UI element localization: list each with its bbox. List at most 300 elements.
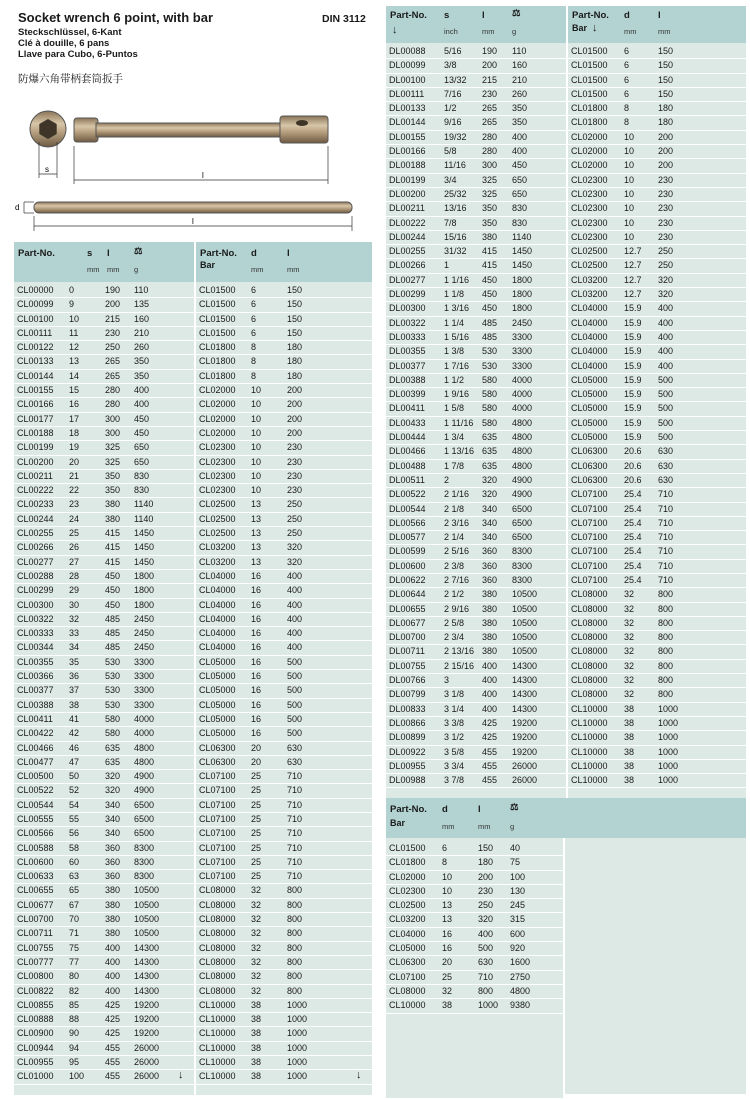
table-cell: 3300 [512,360,533,371]
table-cell: 635 [482,446,498,457]
table-cell: 32 [624,589,635,600]
table-cell: 10 [251,399,262,410]
table-row [14,985,194,999]
table-cell: 5/16 [444,46,462,56]
table-cell: 265 [105,370,121,381]
table-row [14,727,194,741]
weight-icon: ⚖ [510,802,519,813]
table-cell: 135 [134,299,150,310]
table-cell: CL00277 [17,556,54,567]
table-cell: 215 [482,74,498,85]
table-cell: 32 [624,632,635,643]
table-cell: 230 [658,174,674,185]
table-row [14,613,194,627]
table-cell: 200 [478,871,494,882]
table-cell: 400 [134,399,150,410]
table-cell: 16 [442,928,453,939]
table-cell: 7/16 [444,88,462,99]
title-es: Llave para Cubo, 6-Puntos [18,49,138,60]
table-cell: 350 [482,203,498,214]
table-cell: CL05000 [571,432,608,443]
table-cell: 800 [287,971,303,982]
table-cell: CL00888 [17,1014,54,1025]
table-cell: 3300 [512,346,533,357]
table-row [568,474,746,488]
table-cell: 455 [105,1071,121,1082]
table-cell: DL00277 [389,274,426,285]
table-cell: CL02000 [199,427,236,438]
table-cell: 920 [510,943,526,954]
table-cell: 360 [482,560,498,571]
table-cell: CL00466 [17,742,54,753]
table-row [386,288,566,302]
table-row [14,584,194,598]
table-row [386,717,566,731]
table-cell: 19200 [512,717,538,728]
unit-l: mm [478,822,491,831]
table-cell: 450 [105,599,121,610]
table-cell: 450 [105,570,121,581]
table-cell: CL10000 [199,1014,236,1025]
table-row [386,956,563,970]
table-cell: CL04000 [199,628,236,639]
table-cell: DL00899 [389,732,426,743]
table-cell: 8 [251,342,257,353]
table-row [386,116,566,130]
table-cell: 38 [624,732,635,743]
table-cell: 1000 [287,1014,308,1025]
table-cell: CL10000 [389,1000,426,1011]
table-row [14,956,194,970]
dim-s-label: s [45,165,49,174]
table-cell: 5/8 [444,146,457,157]
table-row [386,231,566,245]
table-cell: 500 [287,699,303,710]
table-cell: 450 [134,427,150,438]
table-cell: 450 [482,289,498,300]
table-cell: 710 [287,771,303,782]
table-cell: DL00199 [389,174,426,185]
table-cell: 350 [105,485,121,496]
table-cell: 6500 [512,532,533,543]
table-cell: 6 [442,843,448,853]
table-cell: 13/32 [444,74,467,85]
table-row [14,670,194,684]
table-row [568,645,746,659]
table-cell: 10500 [512,589,538,600]
col-part-no: Part-No. [390,10,427,21]
table-cell: CL00855 [17,999,54,1010]
table-row [568,174,746,188]
unit-l: mm [482,27,495,36]
table-cell: CL02000 [199,413,236,424]
table-cell: 1 3/8 [444,346,465,357]
table-cell: 500 [287,671,303,682]
table-cell: 230 [105,327,121,338]
table-cell: 1 1/8 [444,289,465,300]
table-cell: 32 [442,985,453,996]
col-s: s [87,248,93,259]
table-row [386,588,566,602]
table-cell: 340 [105,799,121,810]
table-cell: 10 [624,131,635,142]
table-cell: 82 [69,985,80,996]
table-cell: 3 1/4 [444,703,465,714]
table-cell: 26000 [134,1071,160,1082]
table-row [568,288,746,302]
table-cell: CL07100 [199,785,236,796]
table-cell: CL02300 [571,231,608,242]
table-cell: 320 [105,771,121,782]
table-cell: CL00366 [17,671,54,682]
table-cell: 1800 [512,274,533,285]
table-cell: 26000 [134,1057,160,1068]
table-cell: 55 [69,813,80,824]
table-cell: 3300 [134,656,155,667]
bar-drawing [34,202,352,213]
table-cell: 500 [658,374,674,385]
table-cell: CL08000 [199,899,236,910]
table-cell: 10500 [512,603,538,614]
table-cell: 800 [658,589,674,600]
col-s: s [444,10,450,21]
table-cell: 34 [69,642,80,653]
table-cell: 25.4 [624,503,642,514]
table-cell: 54 [69,799,80,810]
table-cell: 250 [287,499,303,510]
table-cell: CL07100 [571,574,608,585]
table-cell: DL00566 [389,517,426,528]
table-cell: 35 [69,656,80,667]
table-cell: 2 5/8 [444,617,465,628]
table-cell: 400 [482,689,498,700]
table-cell: 340 [105,828,121,839]
table-cell: 265 [482,103,498,114]
table-cell: 1 1/2 [444,374,465,385]
table-cell: 20 [69,456,80,467]
table-cell: 180 [478,857,494,868]
table-cell: 4900 [134,785,155,796]
table-cell: 6 [251,285,257,295]
table-cell: 455 [105,1057,121,1068]
table-row [386,274,566,288]
socket-head-left [74,118,98,142]
table-cell: CL00500 [17,771,54,782]
table-cell: 1000 [287,1071,308,1082]
table-row [386,645,566,659]
table-cell: DL00644 [389,589,426,600]
table-cell: 25 [442,971,453,982]
table-row [568,116,746,130]
table-cell: 6 [624,46,630,56]
table-cell: CL08000 [571,675,608,686]
table-row [568,545,746,559]
table-cell: 10 [251,385,262,396]
table-cell: 13/16 [444,203,467,214]
table-cell: 800 [658,646,674,657]
table-cell: 200 [287,427,303,438]
table-cell: 38 [624,775,635,786]
table-cell: 10 [251,456,262,467]
table-cell: 340 [482,503,498,514]
table-cell: CL08000 [571,617,608,628]
table-row [196,799,372,813]
table-cell: 580 [105,713,121,724]
table-cell: 320 [287,556,303,567]
table-cell: 800 [287,899,303,910]
table-row [14,627,194,641]
table-body [568,43,746,798]
table-cell: 6 [251,327,257,338]
table-cell: 380 [105,499,121,510]
table-row [196,599,372,613]
table-cell: 230 [287,485,303,496]
table-cell: 95 [69,1057,80,1068]
table-row [14,541,194,555]
table-cell: CL02500 [571,246,608,257]
table-cell: 42 [69,728,80,739]
table-cell: DL00866 [389,717,426,728]
table-row [568,245,746,259]
table-row [568,688,746,702]
table-cell: 380 [105,914,121,925]
standard-label: DIN 3112 [322,13,366,25]
table-cell: 400 [134,385,150,396]
table-cell: 350 [134,370,150,381]
weight-icon: ⚖ [512,8,521,19]
table-row [14,799,194,813]
table-cell: CL00133 [17,356,54,367]
table-cell: 10500 [134,899,160,910]
table-cell: 4900 [134,771,155,782]
table-row [568,217,746,231]
table-cell: CL08000 [389,985,426,996]
table-cell: CL00288 [17,570,54,581]
table-cell: 25 [251,785,262,796]
table-cell: CL02300 [571,174,608,185]
table-cell: 400 [482,703,498,714]
table-cell: 1 11/16 [444,417,474,428]
table-cell: CL05000 [199,713,236,724]
table-cell: 635 [105,756,121,767]
table-row [196,784,372,798]
table-row [196,727,372,741]
table-row [568,617,746,631]
table-cell: 3300 [134,685,155,696]
table-cell: 25.4 [624,517,642,528]
table-row [14,298,194,312]
table-cell: CL02300 [199,485,236,496]
table-row [196,1070,372,1084]
table-cell: 63 [69,871,80,882]
col-part-no: Part-No. [18,248,55,259]
table-cell: CL10000 [571,760,608,771]
table-cell: 16 [251,656,262,667]
table-row [386,45,566,59]
table-cell: CL01500 [571,46,608,56]
table-cell: 635 [482,460,498,471]
table-cell: 11/16 [444,160,466,171]
table-cell: CL05000 [199,656,236,667]
table-cell: 10 [624,231,635,242]
table-cell: DL00166 [389,146,426,157]
table-cell: 400 [287,613,303,624]
table-cell: 400 [658,317,674,328]
table-cell: CL02300 [199,470,236,481]
table-bars-inch [568,6,746,798]
table-row [196,484,372,498]
table-cell: 6500 [134,799,155,810]
table-cell: 580 [482,403,498,414]
table-cell: 1000 [287,999,308,1010]
table-cell: DL00099 [389,60,426,71]
table-row [386,174,566,188]
table-cell: 25 [251,856,262,867]
col-part-no: Part-No. [572,10,609,21]
table-cell: 15.9 [624,432,642,443]
table-cell: 10 [69,313,80,324]
table-cell: 6 [624,60,630,71]
table-row [386,417,566,431]
table-cell: 320 [482,489,498,500]
table-bars-metric [196,242,372,1095]
table-row [14,498,194,512]
table-cell: 500 [287,728,303,739]
table-row [196,584,372,598]
table-cell: CL00755 [17,942,54,953]
table-cell: 9 [69,299,75,310]
table-cell: 450 [482,274,498,285]
table-cell: CL00199 [17,442,54,453]
table-cell: 26000 [512,775,538,786]
table-cell: 15.9 [624,303,642,314]
table-cell: 3/4 [444,174,457,185]
table-cell: 38 [624,703,635,714]
table-row [196,313,372,327]
table-cell: 180 [287,342,303,353]
table-cell: 530 [482,346,498,357]
table-row [568,131,746,145]
table-cell: CL02300 [199,456,236,467]
table-cell: 400 [482,675,498,686]
weight-icon: ⚖ [134,246,143,257]
table-row [568,188,746,202]
table-cell: CL00777 [17,956,54,967]
table-row [568,345,746,359]
table-cell: CL01500 [199,285,236,295]
table-row [196,942,372,956]
table-cell: 635 [105,742,121,753]
table-cell: CL00588 [17,842,54,853]
table-cell: 1450 [134,528,155,539]
table-cell: 11 [69,327,79,338]
table-cell: 8300 [512,546,533,557]
table-row [386,59,566,73]
table-cell: 380 [482,231,498,242]
table-cell: 230 [287,442,303,453]
table-cell: CL00477 [17,756,54,767]
table-cell: 19200 [134,1014,160,1025]
table-row [14,870,194,884]
table-row [14,656,194,670]
table-cell: DL00522 [389,489,426,500]
table-cell: 1 5/16 [444,331,470,342]
table-row [568,746,746,760]
col-bar: Bar [200,260,216,270]
table-cell: 2 1/8 [444,503,465,514]
table-cell: 710 [287,813,303,824]
table-cell: CL00122 [17,342,54,353]
table-row [386,217,566,231]
unit-d: mm [442,822,455,831]
table-cell: 400 [287,642,303,653]
table-cell: 340 [482,517,498,528]
table-cell: 1 5/8 [444,403,465,414]
table-cell: 650 [134,442,150,453]
table-row [14,856,194,870]
table-cell: CL03200 [571,289,608,300]
table-row [386,674,566,688]
table-row [196,370,372,384]
table-cell: 13 [251,528,262,539]
table-cell: 10 [251,442,262,453]
table-cell: 1800 [512,303,533,314]
table-cell: CL10000 [199,1057,236,1068]
table-cell: 245 [510,900,526,911]
table-row [14,370,194,384]
arrow-down-icon: ↓ [178,1069,184,1082]
wrench-shaft [96,123,282,137]
table-row [196,999,372,1013]
table-cell: 15.9 [624,331,642,342]
table-cell: 25.4 [624,560,642,571]
table-cell: 38 [624,717,635,728]
table-row [196,827,372,841]
table-row [14,770,194,784]
table-cell: CL10000 [199,1028,236,1039]
table-cell: 350 [482,217,498,228]
table-cell: CL10000 [199,999,236,1010]
table-cell: 3300 [134,671,155,682]
table-cell: 320 [482,474,498,485]
table-cell: 400 [287,599,303,610]
table-cell: 400 [105,956,121,967]
table-cell: 230 [287,456,303,467]
table-cell: 710 [658,574,674,585]
table-cell: CL10000 [571,703,608,714]
table-row [14,884,194,898]
table-cell: 150 [658,88,674,99]
table-row [386,703,566,717]
table-row [196,498,372,512]
table-cell: 15 [69,385,80,396]
table-cell: 38 [624,746,635,757]
table-body-filler [565,838,746,1094]
table-cell: 425 [105,999,121,1010]
table-cell: 1000 [478,1000,499,1011]
table-row [14,713,194,727]
table-cell: 20 [442,957,453,968]
table-cell: 2 7/16 [444,574,470,585]
table-cell: CL05000 [199,728,236,739]
table-cell: 1800 [134,585,155,596]
table-cell: 710 [658,546,674,557]
table-cell: 380 [482,589,498,600]
table-cell: CL03200 [571,274,608,285]
table-row [196,927,372,941]
table-cell: CL05000 [571,417,608,428]
table-cell: CL00800 [17,971,54,982]
